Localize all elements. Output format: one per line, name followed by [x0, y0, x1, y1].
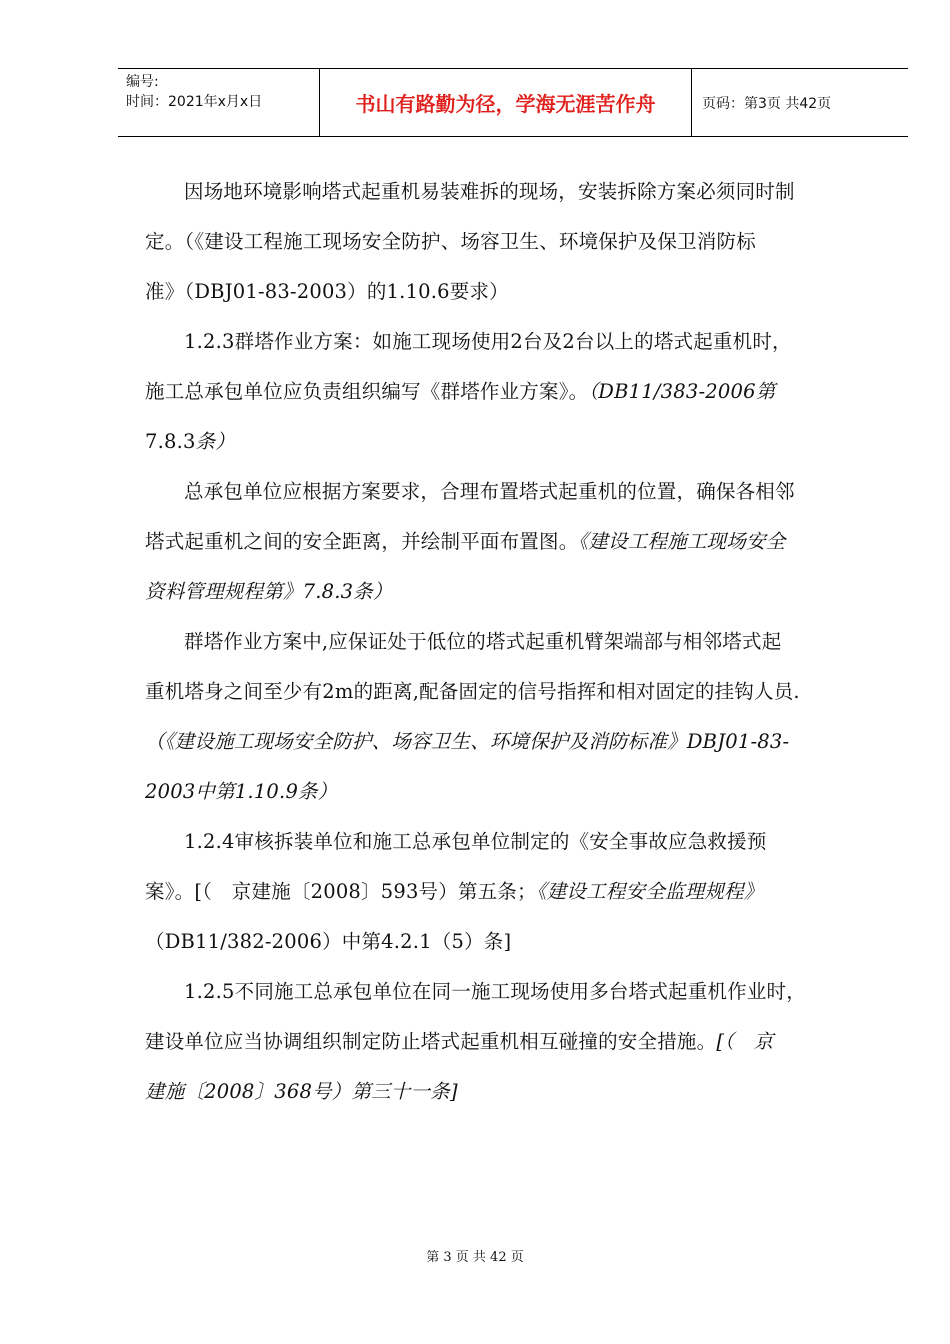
text-line [106, 567, 887, 617]
page-header [118, 68, 908, 137]
text-segment: 1.2.5不同施工总承包单位在同一施工现场使用多台塔式起重机作业时， [184, 980, 806, 1003]
text-segment: 条） [195, 430, 236, 453]
text-segment: 1.2.3群塔作业方案：如施工现场使用2台及2台以上的塔式起重机时， [184, 330, 792, 353]
text-line [106, 667, 887, 717]
text-segment: （《建设施工现场安全防护、场容卫生、环境保护及消防标准》DBJ01-83- [145, 730, 790, 753]
text-segment: 2003中第1.10.9条） [145, 780, 338, 803]
paragraph [145, 467, 887, 617]
text-segment: 建施〔2008〕368号）第三十一条] [145, 1080, 458, 1103]
text-line [145, 617, 887, 667]
text-line [145, 467, 887, 517]
text-line [106, 517, 887, 567]
text-segment: 建设单位应当协调组织制定防止塔式起重机相互碰撞的安全措施。 [145, 1030, 717, 1053]
text-line [145, 967, 887, 1017]
text-segment: （DB11/383-2006第 [588, 380, 776, 403]
text-segment: 定。（《建设工程施工现场安全防护、场容卫生、环境保护及保卫消防标 [145, 230, 756, 253]
text-line [106, 267, 887, 317]
text-segment: 1.2.4审核拆装单位和施工总承包单位制定的《安全事故应急救援预 [184, 830, 767, 853]
text-line [106, 917, 887, 967]
document-body [145, 167, 887, 1117]
paragraph [145, 617, 887, 817]
text-segment: 准》（DBJ01-83-2003）的1.10.6要求） [145, 280, 509, 303]
document-time-label: 时间：2021年x月x日 [126, 94, 263, 110]
page-footer: 第 3 页 共 42 页 [426, 1250, 524, 1265]
text-line [145, 317, 887, 367]
paragraph [145, 817, 887, 967]
text-segment: 群塔作业方案中,应保证处于低位的塔式起重机臂架端部与相邻塔式起 [184, 630, 782, 653]
text-line [106, 217, 887, 267]
text-segment: [（ 京 [716, 1030, 774, 1053]
text-segment: 因场地环境影响塔式起重机易装难拆的现场，安装拆除方案必须同时制 [184, 180, 795, 203]
text-line [106, 867, 887, 917]
text-segment: 总承包单位应根据方案要求，合理布置塔式起重机的位置，确保各相邻 [184, 480, 795, 503]
text-segment: 资料管理规程第》7.8.3条） [145, 580, 393, 603]
text-line [106, 367, 887, 417]
text-segment: 案》。[（ 京建施〔2008〕593号）第五条； [145, 880, 537, 903]
paragraph [145, 167, 887, 317]
text-line [106, 417, 887, 467]
text-line [106, 767, 887, 817]
header-motto: 书山有路勤为径，学海无涯苦作舟 [319, 69, 692, 136]
text-segment: 7.8.3 [145, 430, 196, 453]
text-line [106, 1017, 887, 1067]
paragraph [145, 967, 887, 1117]
text-line [145, 817, 887, 867]
paragraph [145, 317, 887, 467]
text-line [106, 1067, 887, 1117]
text-segment: 塔式起重机之间的安全距离，并绘制平面布置图。 [145, 530, 579, 553]
document-number-label: 编号: [126, 74, 159, 90]
header-meta [118, 69, 319, 136]
text-segment: 《建设工程安全监理规程》 [536, 880, 764, 903]
text-line [106, 717, 887, 767]
header-page-info: 页码：第3页 共42页 [702, 95, 832, 112]
text-segment: 重机塔身之间至少有2m的距离,配备固定的信号指挥和相对固定的挂钩人员. [145, 680, 800, 703]
text-line [145, 167, 887, 217]
text-segment: 《建设工程施工现场安全 [578, 530, 786, 553]
text-segment: （DB11/382-2006）中第4.2.1（5）条] [145, 930, 512, 953]
text-segment: 施工总承包单位应负责组织编写《群塔作业方案》。 [145, 380, 589, 403]
